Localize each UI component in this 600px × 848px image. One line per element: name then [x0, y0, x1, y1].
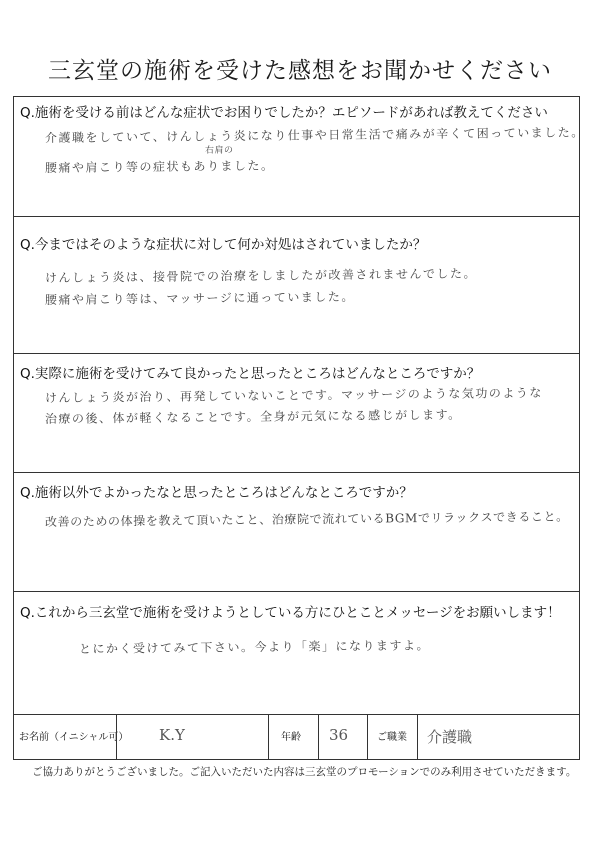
name-label: お名前（イニシャル可）: [19, 732, 129, 743]
question-section-2: [13, 216, 580, 353]
respondent-info: [13, 714, 580, 760]
thanks-note: ご協力ありがとうございました。ご記入いただいた内容は三玄堂のプロモーションでのみ利用させていただきます。: [32, 766, 577, 778]
question-1: Q.施術を受ける前はどんな症状でお困りでしたか？エピソードがあれば教えてください: [20, 105, 548, 121]
answer-3-line-1: けんしょう炎が治り、再発していないことです。マッサージのような気功のような: [44, 385, 543, 405]
question-5: Q.これから三玄堂で施術を受けようとしている方にひとことメッセージをお願いします！: [20, 605, 561, 621]
question-section-5: [13, 591, 580, 714]
answer-1-insert: 右肩の: [204, 145, 234, 156]
name-value: K.Y: [159, 726, 185, 744]
question-section-3: [13, 353, 580, 472]
answer-4-line-1: 改善のための体操を教えて頂いたこと、治療院で流れているBGMでリラックスできること。: [44, 509, 569, 529]
question-section-4: [13, 472, 580, 591]
occupation-label: ご職業: [377, 732, 407, 743]
answer-1-line-2: 腰痛や肩こり等の症状もありました。: [44, 158, 275, 175]
page-title: 三玄堂の施術を受けた感想をお聞かせください: [48, 58, 552, 84]
occupation-value: 介護職: [427, 728, 473, 746]
answer-2-line-1: けんしょう炎は、接骨院での治療をしましたが改善されませんでした。: [44, 266, 478, 285]
answer-3-line-2: 治療の後、体が軽くなることです。全身が元気になる感じがします。: [44, 407, 462, 426]
question-3: Q.実際に施術を受けてみて良かったと思ったところはどんなところですか？: [20, 366, 481, 382]
question-section-1: [13, 96, 585, 216]
age-label: 年齢: [281, 732, 301, 743]
answer-5-line-1: とにかく受けてみて下さい。今より「楽」になりますよ。: [78, 638, 431, 656]
age-value: 36: [329, 726, 349, 744]
answer-1-line-1: 介護職をしていて、けんしょう炎になり仕事や日常生活で痛みが辛くて困っていました。: [44, 125, 585, 145]
question-4: Q.施術以外でよかったなと思ったところはどんなところですか？: [20, 485, 413, 501]
question-2: Q.今まではそのような症状に対して何か対処はされていましたか？: [20, 237, 427, 253]
answer-2-line-2: 腰痛や肩こり等は、マッサージに通っていました。: [44, 289, 355, 307]
